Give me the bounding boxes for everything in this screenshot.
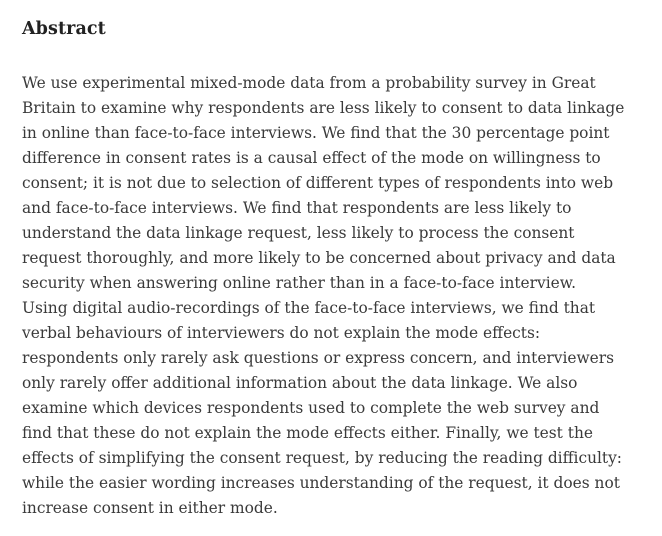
abstract-line: respondents only rarely ask questions or express concern, and interviewers bbox=[22, 349, 615, 367]
abstract-line: find that these do not explain the mode effects either. Finally, we test the bbox=[22, 424, 593, 442]
abstract-line: We use experimental mixed-mode data from a probability survey in Great bbox=[22, 74, 596, 92]
abstract-line: in online than face-to-face interviews. We find that the 30 percentage point bbox=[22, 124, 610, 142]
abstract-section bbox=[22, 0, 646, 521]
abstract-line: verbal behaviours of interviewers do not explain the mode effects: bbox=[22, 324, 541, 342]
abstract-heading: Abstract bbox=[22, 19, 106, 39]
abstract-line: examine which devices respondents used to complete the web survey and bbox=[22, 399, 600, 417]
abstract-line: consent; it is not due to selection of different types of respondents into web bbox=[22, 174, 614, 192]
abstract-line: while the easier wording increases understanding of the request, it does not bbox=[22, 474, 620, 492]
abstract-line: and face-to-face interviews. We find that respondents are less likely to bbox=[22, 199, 572, 217]
abstract-line: only rarely offer additional information about the data linkage. We also bbox=[22, 374, 578, 392]
abstract-line: Using digital audio-recordings of the face-to-face interviews, we find that bbox=[22, 299, 596, 317]
abstract-line: Britain to examine why respondents are less likely to consent to data linkage bbox=[22, 99, 625, 117]
abstract-line: understand the data linkage request, less likely to process the consent bbox=[22, 224, 575, 242]
abstract-line: difference in consent rates is a causal effect of the mode on willingness to bbox=[22, 149, 601, 167]
abstract-line: request thoroughly, and more likely to be concerned about privacy and data bbox=[22, 249, 616, 267]
abstract-line: security when answering online rather than in a face-to-face interview. bbox=[22, 274, 576, 292]
abstract-body bbox=[22, 42, 646, 521]
abstract-line: effects of simplifying the consent request, by reducing the reading difficulty: bbox=[22, 449, 622, 467]
abstract-line: increase consent in either mode. bbox=[22, 499, 278, 517]
